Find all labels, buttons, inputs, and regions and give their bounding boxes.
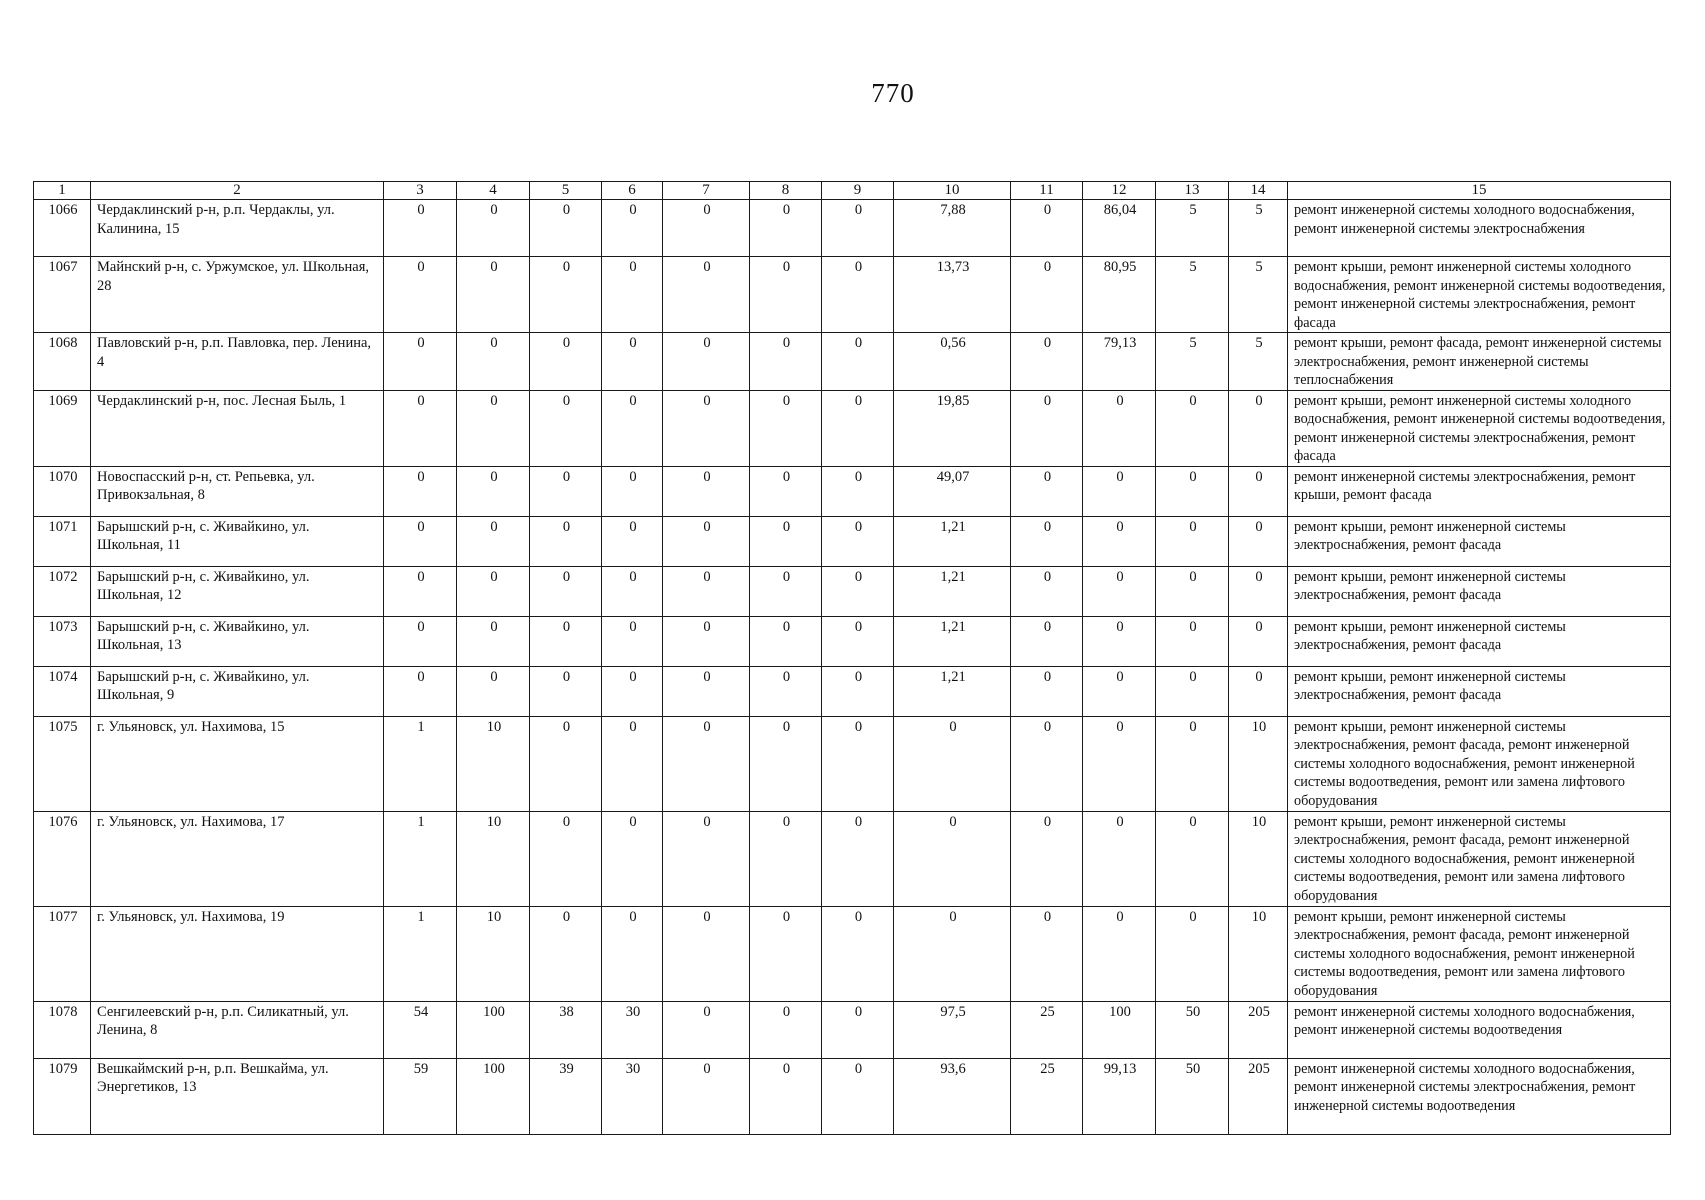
value-cell-col-4: 0 [457,616,530,666]
value-cell-col-3: 0 [384,616,457,666]
value-cell-col-3: 54 [384,1001,457,1058]
table-row [34,566,1671,616]
value-cell-col-12: 0 [1083,716,1156,811]
address-cell: Барышский р-н, с. Живайкино, ул. Школьная, 13 [91,616,384,666]
value-cell-col-10: 1,21 [894,566,1011,616]
value-cell-col-8: 0 [750,906,822,1001]
value-cell-col-10: 7,88 [894,200,1011,257]
value-cell-col-5: 0 [530,390,602,466]
value-cell-col-8: 0 [750,516,822,566]
value-cell-col-14: 0 [1229,516,1288,566]
value-cell-col-7: 0 [663,466,750,516]
row-number-cell: 1073 [34,616,91,666]
value-cell-col-9: 0 [822,466,894,516]
value-cell-col-3: 0 [384,257,457,333]
value-cell-col-9: 0 [822,716,894,811]
value-cell-col-4: 0 [457,666,530,716]
column-header: 14 [1229,182,1288,200]
value-cell-col-6: 30 [602,1001,663,1058]
row-number-cell: 1067 [34,257,91,333]
value-cell-col-11: 0 [1011,257,1083,333]
value-cell-col-12: 86,04 [1083,200,1156,257]
row-number-cell: 1076 [34,811,91,906]
value-cell-col-13: 5 [1156,257,1229,333]
value-cell-col-6: 0 [602,811,663,906]
value-cell-col-9: 0 [822,811,894,906]
column-header: 15 [1288,182,1671,200]
value-cell-col-9: 0 [822,257,894,333]
value-cell-col-14: 0 [1229,390,1288,466]
row-number-cell: 1078 [34,1001,91,1058]
row-number-cell: 1066 [34,200,91,257]
value-cell-col-13: 0 [1156,390,1229,466]
table-row [34,811,1671,906]
column-header: 1 [34,182,91,200]
value-cell-col-7: 0 [663,716,750,811]
row-number-cell: 1069 [34,390,91,466]
table-row [34,906,1671,1001]
value-cell-col-7: 0 [663,200,750,257]
value-cell-col-11: 0 [1011,616,1083,666]
value-cell-col-8: 0 [750,1001,822,1058]
column-header: 13 [1156,182,1229,200]
value-cell-col-3: 0 [384,666,457,716]
value-cell-col-12: 79,13 [1083,333,1156,391]
header-row [34,182,1671,200]
table-row [34,716,1671,811]
value-cell-col-7: 0 [663,1058,750,1134]
value-cell-col-12: 0 [1083,516,1156,566]
column-header: 7 [663,182,750,200]
value-cell-col-11: 0 [1011,566,1083,616]
value-cell-col-8: 0 [750,390,822,466]
table-body [34,200,1671,1135]
table-row [34,257,1671,333]
address-cell: Чердаклинский р-н, р.п. Чердаклы, ул. Калинина, 15 [91,200,384,257]
address-cell: г. Ульяновск, ул. Нахимова, 15 [91,716,384,811]
value-cell-col-3: 1 [384,811,457,906]
value-cell-col-4: 10 [457,906,530,1001]
value-cell-col-4: 10 [457,811,530,906]
address-cell: Чердаклинский р-н, пос. Лесная Быль, 1 [91,390,384,466]
works-cell: ремонт крыши, ремонт инженерной системы холодного водоснабжения, ремонт инженерной системы водоотведения, ремонт инженерной системы электроснабжения, ремонт фасада [1288,257,1671,333]
value-cell-col-8: 0 [750,466,822,516]
column-header: 8 [750,182,822,200]
value-cell-col-4: 0 [457,390,530,466]
works-cell: ремонт крыши, ремонт инженерной системы электроснабжения, ремонт фасада [1288,616,1671,666]
address-cell: Барышский р-н, с. Живайкино, ул. Школьная, 12 [91,566,384,616]
works-cell: ремонт инженерной системы холодного водоснабжения, ремонт инженерной системы водоотведения [1288,1001,1671,1058]
value-cell-col-13: 0 [1156,906,1229,1001]
value-cell-col-9: 0 [822,390,894,466]
value-cell-col-9: 0 [822,333,894,391]
value-cell-col-12: 0 [1083,616,1156,666]
value-cell-col-10: 97,5 [894,1001,1011,1058]
value-cell-col-9: 0 [822,906,894,1001]
value-cell-col-13: 0 [1156,811,1229,906]
value-cell-col-3: 0 [384,390,457,466]
value-cell-col-6: 0 [602,257,663,333]
value-cell-col-6: 30 [602,1058,663,1134]
address-cell: Барышский р-н, с. Живайкино, ул. Школьная, 11 [91,516,384,566]
value-cell-col-9: 0 [822,200,894,257]
value-cell-col-11: 0 [1011,716,1083,811]
value-cell-col-4: 100 [457,1058,530,1134]
row-number-cell: 1070 [34,466,91,516]
value-cell-col-8: 0 [750,716,822,811]
value-cell-col-14: 5 [1229,257,1288,333]
row-number-cell: 1077 [34,906,91,1001]
value-cell-col-7: 0 [663,566,750,616]
value-cell-col-8: 0 [750,566,822,616]
value-cell-col-3: 0 [384,200,457,257]
table-row [34,466,1671,516]
address-cell: Новоспасский р-н, ст. Репьевка, ул. Привокзальная, 8 [91,466,384,516]
column-header: 12 [1083,182,1156,200]
value-cell-col-4: 0 [457,466,530,516]
value-cell-col-11: 0 [1011,811,1083,906]
value-cell-col-8: 0 [750,257,822,333]
table-row [34,1058,1671,1134]
value-cell-col-3: 1 [384,716,457,811]
value-cell-col-8: 0 [750,811,822,906]
table-row [34,200,1671,257]
value-cell-col-12: 0 [1083,666,1156,716]
value-cell-col-14: 10 [1229,716,1288,811]
value-cell-col-9: 0 [822,1058,894,1134]
works-cell: ремонт крыши, ремонт инженерной системы электроснабжения, ремонт фасада, ремонт инженерной системы холодного водоснабжения, ремонт инженерной системы водоотведения, ремонт или замена лифтового оборудования [1288,906,1671,1001]
works-cell: ремонт крыши, ремонт фасада, ремонт инженерной системы электроснабжения, ремонт инженерной системы теплоснабжения [1288,333,1671,391]
value-cell-col-10: 49,07 [894,466,1011,516]
row-number-cell: 1074 [34,666,91,716]
address-cell: Сенгилеевский р-н, р.п. Силикатный, ул. Ленина, 8 [91,1001,384,1058]
value-cell-col-12: 0 [1083,566,1156,616]
value-cell-col-9: 0 [822,566,894,616]
value-cell-col-5: 0 [530,906,602,1001]
value-cell-col-5: 0 [530,811,602,906]
value-cell-col-11: 0 [1011,200,1083,257]
table-row [34,1001,1671,1058]
value-cell-col-6: 0 [602,666,663,716]
value-cell-col-14: 0 [1229,616,1288,666]
value-cell-col-13: 0 [1156,566,1229,616]
value-cell-col-11: 25 [1011,1058,1083,1134]
value-cell-col-7: 0 [663,666,750,716]
repair-program-table [33,181,1671,1135]
value-cell-col-14: 10 [1229,811,1288,906]
value-cell-col-5: 0 [530,333,602,391]
value-cell-col-5: 0 [530,666,602,716]
value-cell-col-12: 0 [1083,466,1156,516]
value-cell-col-7: 0 [663,257,750,333]
value-cell-col-6: 0 [602,716,663,811]
value-cell-col-11: 0 [1011,666,1083,716]
value-cell-col-6: 0 [602,200,663,257]
value-cell-col-14: 0 [1229,566,1288,616]
value-cell-col-14: 0 [1229,666,1288,716]
row-number-cell: 1071 [34,516,91,566]
value-cell-col-13: 50 [1156,1001,1229,1058]
value-cell-col-9: 0 [822,666,894,716]
value-cell-col-8: 0 [750,666,822,716]
address-cell: Майнский р-н, с. Уржумское, ул. Школьная, 28 [91,257,384,333]
value-cell-col-6: 0 [602,566,663,616]
value-cell-col-14: 0 [1229,466,1288,516]
works-cell: ремонт крыши, ремонт инженерной системы холодного водоснабжения, ремонт инженерной системы водоотведения, ремонт инженерной системы электроснабжения, ремонт фасада [1288,390,1671,466]
value-cell-col-7: 0 [663,333,750,391]
value-cell-col-10: 0 [894,716,1011,811]
column-header: 4 [457,182,530,200]
column-header: 10 [894,182,1011,200]
value-cell-col-13: 5 [1156,333,1229,391]
column-header: 9 [822,182,894,200]
value-cell-col-10: 1,21 [894,516,1011,566]
value-cell-col-5: 0 [530,716,602,811]
value-cell-col-4: 0 [457,333,530,391]
value-cell-col-9: 0 [822,1001,894,1058]
value-cell-col-3: 0 [384,516,457,566]
works-cell: ремонт крыши, ремонт инженерной системы электроснабжения, ремонт фасада, ремонт инженерной системы холодного водоснабжения, ремонт инженерной системы водоотведения, ремонт или замена лифтового оборудования [1288,716,1671,811]
value-cell-col-11: 25 [1011,1001,1083,1058]
value-cell-col-10: 0 [894,811,1011,906]
works-cell: ремонт крыши, ремонт инженерной системы электроснабжения, ремонт фасада [1288,566,1671,616]
value-cell-col-14: 5 [1229,200,1288,257]
value-cell-col-12: 0 [1083,390,1156,466]
value-cell-col-4: 10 [457,716,530,811]
value-cell-col-5: 39 [530,1058,602,1134]
value-cell-col-13: 5 [1156,200,1229,257]
works-cell: ремонт крыши, ремонт инженерной системы электроснабжения, ремонт фасада, ремонт инженерной системы холодного водоснабжения, ремонт инженерной системы водоотведения, ремонт или замена лифтового оборудования [1288,811,1671,906]
value-cell-col-7: 0 [663,516,750,566]
value-cell-col-14: 205 [1229,1058,1288,1134]
value-cell-col-4: 0 [457,566,530,616]
value-cell-col-4: 0 [457,516,530,566]
row-number-cell: 1068 [34,333,91,391]
value-cell-col-3: 1 [384,906,457,1001]
value-cell-col-5: 0 [530,200,602,257]
value-cell-col-10: 1,21 [894,666,1011,716]
value-cell-col-4: 0 [457,200,530,257]
value-cell-col-10: 19,85 [894,390,1011,466]
value-cell-col-4: 100 [457,1001,530,1058]
works-cell: ремонт инженерной системы холодного водоснабжения, ремонт инженерной системы электроснабжения, ремонт инженерной системы водоотведения [1288,1058,1671,1134]
value-cell-col-7: 0 [663,811,750,906]
works-cell: ремонт инженерной системы холодного водоснабжения, ремонт инженерной системы электроснабжения [1288,200,1671,257]
address-cell: Вешкаймский р-н, р.п. Вешкайма, ул. Энергетиков, 13 [91,1058,384,1134]
value-cell-col-11: 0 [1011,466,1083,516]
table-row [34,390,1671,466]
value-cell-col-12: 80,95 [1083,257,1156,333]
works-cell: ремонт инженерной системы электроснабжения, ремонт крыши, ремонт фасада [1288,466,1671,516]
value-cell-col-11: 0 [1011,906,1083,1001]
table-row [34,666,1671,716]
value-cell-col-6: 0 [602,466,663,516]
value-cell-col-13: 0 [1156,616,1229,666]
value-cell-col-13: 0 [1156,466,1229,516]
value-cell-col-13: 0 [1156,666,1229,716]
value-cell-col-4: 0 [457,257,530,333]
value-cell-col-5: 0 [530,566,602,616]
value-cell-col-10: 93,6 [894,1058,1011,1134]
value-cell-col-6: 0 [602,906,663,1001]
value-cell-col-12: 100 [1083,1001,1156,1058]
value-cell-col-3: 59 [384,1058,457,1134]
value-cell-col-14: 205 [1229,1001,1288,1058]
value-cell-col-10: 1,21 [894,616,1011,666]
row-number-cell: 1075 [34,716,91,811]
table-row [34,616,1671,666]
value-cell-col-12: 0 [1083,811,1156,906]
value-cell-col-9: 0 [822,516,894,566]
value-cell-col-5: 0 [530,466,602,516]
value-cell-col-5: 0 [530,516,602,566]
column-header: 3 [384,182,457,200]
value-cell-col-11: 0 [1011,390,1083,466]
row-number-cell: 1072 [34,566,91,616]
value-cell-col-8: 0 [750,200,822,257]
column-header: 11 [1011,182,1083,200]
value-cell-col-13: 50 [1156,1058,1229,1134]
value-cell-col-11: 0 [1011,333,1083,391]
value-cell-col-7: 0 [663,1001,750,1058]
value-cell-col-10: 0 [894,906,1011,1001]
column-header: 5 [530,182,602,200]
column-header: 6 [602,182,663,200]
value-cell-col-7: 0 [663,616,750,666]
address-cell: Барышский р-н, с. Живайкино, ул. Школьная, 9 [91,666,384,716]
value-cell-col-5: 0 [530,257,602,333]
works-cell: ремонт крыши, ремонт инженерной системы электроснабжения, ремонт фасада [1288,666,1671,716]
row-number-cell: 1079 [34,1058,91,1134]
value-cell-col-14: 10 [1229,906,1288,1001]
value-cell-col-5: 38 [530,1001,602,1058]
value-cell-col-8: 0 [750,616,822,666]
value-cell-col-6: 0 [602,516,663,566]
column-header: 2 [91,182,384,200]
address-cell: г. Ульяновск, ул. Нахимова, 17 [91,811,384,906]
page-number: 770 [871,78,915,108]
table-row [34,516,1671,566]
value-cell-col-6: 0 [602,616,663,666]
value-cell-col-13: 0 [1156,716,1229,811]
value-cell-col-6: 0 [602,390,663,466]
value-cell-col-14: 5 [1229,333,1288,391]
value-cell-col-5: 0 [530,616,602,666]
value-cell-col-10: 0,56 [894,333,1011,391]
value-cell-col-13: 0 [1156,516,1229,566]
value-cell-col-3: 0 [384,466,457,516]
address-cell: г. Ульяновск, ул. Нахимова, 19 [91,906,384,1001]
value-cell-col-10: 13,73 [894,257,1011,333]
value-cell-col-7: 0 [663,906,750,1001]
works-cell: ремонт крыши, ремонт инженерной системы электроснабжения, ремонт фасада [1288,516,1671,566]
value-cell-col-3: 0 [384,333,457,391]
value-cell-col-9: 0 [822,616,894,666]
value-cell-col-8: 0 [750,333,822,391]
table-row [34,333,1671,391]
value-cell-col-12: 99,13 [1083,1058,1156,1134]
value-cell-col-7: 0 [663,390,750,466]
value-cell-col-11: 0 [1011,516,1083,566]
value-cell-col-6: 0 [602,333,663,391]
value-cell-col-3: 0 [384,566,457,616]
address-cell: Павловский р-н, р.п. Павловка, пер. Ленина, 4 [91,333,384,391]
value-cell-col-12: 0 [1083,906,1156,1001]
value-cell-col-8: 0 [750,1058,822,1134]
